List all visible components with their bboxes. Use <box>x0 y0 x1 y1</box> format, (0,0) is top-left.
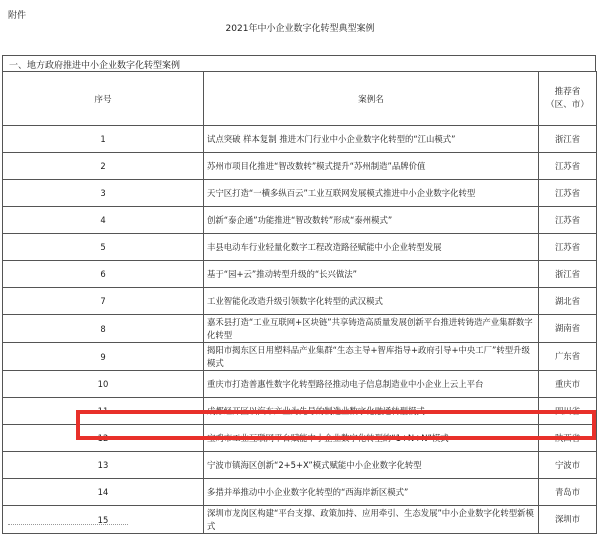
row-no: 13 <box>3 452 204 479</box>
row-province: 青岛市 <box>539 479 597 506</box>
row-no: 15 <box>3 506 204 534</box>
row-no: 5 <box>3 234 204 261</box>
row-province: 四川省 <box>539 398 597 425</box>
table-row <box>3 234 597 261</box>
table-row <box>3 479 597 506</box>
row-province: 浙江省 <box>539 126 597 153</box>
table-row <box>3 261 597 288</box>
row-name: 丰县电动车行业轻量化数字工程改造路径赋能中小企业转型发展 <box>204 234 539 261</box>
row-no: 12 <box>3 425 204 452</box>
row-province: 江苏省 <box>539 207 597 234</box>
row-name: 重庆市打造普惠性数字化转型路径推动电子信息制造业中小企业上云上平台 <box>204 371 539 398</box>
table-row <box>3 371 597 398</box>
row-province: 湖北省 <box>539 288 597 315</box>
row-province: 浙江省 <box>539 261 597 288</box>
row-province: 宁波市 <box>539 452 597 479</box>
row-no: 11 <box>3 398 204 425</box>
row-name: 创新“泰企通”功能推进“智改数转”形成“泰州模式” <box>204 207 539 234</box>
row-no: 10 <box>3 371 204 398</box>
row-name: 天宁区打造“一横多纵百云”工业互联网发展模式推进中小企业数字化转型 <box>204 180 539 207</box>
row-name: 苏州市项目化推进“智改数转”模式提升“苏州制造”品牌价值 <box>204 153 539 180</box>
table-header-row <box>3 72 597 126</box>
row-name: 成都经开区以汽车产业为先导的制造业数字化融通转型模式 <box>204 398 539 425</box>
row-no: 8 <box>3 315 204 343</box>
row-name: 试点突破 样本复制 推进木门行业中小企业数字化转型的“江山模式” <box>204 126 539 153</box>
row-no: 3 <box>3 180 204 207</box>
row-province: 江苏省 <box>539 180 597 207</box>
section-title: 一、地方政府推进中小企业数字化转型案例 <box>9 61 181 71</box>
row-no: 7 <box>3 288 204 315</box>
row-province: 湖南省 <box>539 315 597 343</box>
header-no: 序号 <box>3 72 204 126</box>
table-row <box>3 425 597 452</box>
row-province: 重庆市 <box>539 371 597 398</box>
table-row <box>3 315 597 343</box>
row-name: 工业智能化改造升级引领数字化转型的武汉模式 <box>204 288 539 315</box>
row-province: 广东省 <box>539 343 597 371</box>
header-province: 推荐省（区、市） <box>539 72 597 126</box>
footer-divider <box>8 524 128 526</box>
table-row <box>3 288 597 315</box>
row-name: 宁波市镇海区创新“2+5+X”模式赋能中小企业数字化转型 <box>204 452 539 479</box>
row-province: 江苏省 <box>539 234 597 261</box>
row-name: 基于“园+云”推动转型升级的“长兴做法” <box>204 261 539 288</box>
row-name: 揭阳市揭东区日用塑料品产业集群“生态主导+智库指导+政府引导+中央工厂”转型升级模式 <box>204 343 539 371</box>
table-row <box>3 398 597 425</box>
section-header <box>2 55 596 72</box>
row-no: 6 <box>3 261 204 288</box>
row-no: 14 <box>3 479 204 506</box>
row-no: 2 <box>3 153 204 180</box>
header-name: 案例名 <box>204 72 539 126</box>
row-name: 宝鸡市工业互联网平台赋能中小企业数字化转型的“1+N+N”模式 <box>204 425 539 452</box>
row-name: 嘉禾县打造“工业互联网+区块链”共享铸造高质量发展创新平台推进转铸造产业集群数字化转型 <box>204 315 539 343</box>
row-province: 深圳市 <box>539 506 597 534</box>
cases-table <box>2 71 597 534</box>
row-name: 多措并举推动中小企业数字化转型的“西海岸新区模式” <box>204 479 539 506</box>
row-no: 9 <box>3 343 204 371</box>
row-name: 深圳市龙岗区构建“平台支撑、政策加持、应用牵引、生态发展”中小企业数字化转型新模式 <box>204 506 539 534</box>
document-title: 2021年中小企业数字化转型典型案例 <box>225 24 375 34</box>
table-row <box>3 153 597 180</box>
table-row <box>3 452 597 479</box>
row-province: 陕西省 <box>539 425 597 452</box>
table-row <box>3 180 597 207</box>
attachment-label: 附件 <box>8 11 27 21</box>
table-row <box>3 207 597 234</box>
table-row <box>3 506 597 534</box>
row-no: 1 <box>3 126 204 153</box>
row-province: 江苏省 <box>539 153 597 180</box>
table-row <box>3 343 597 371</box>
table-row <box>3 126 597 153</box>
row-no: 4 <box>3 207 204 234</box>
